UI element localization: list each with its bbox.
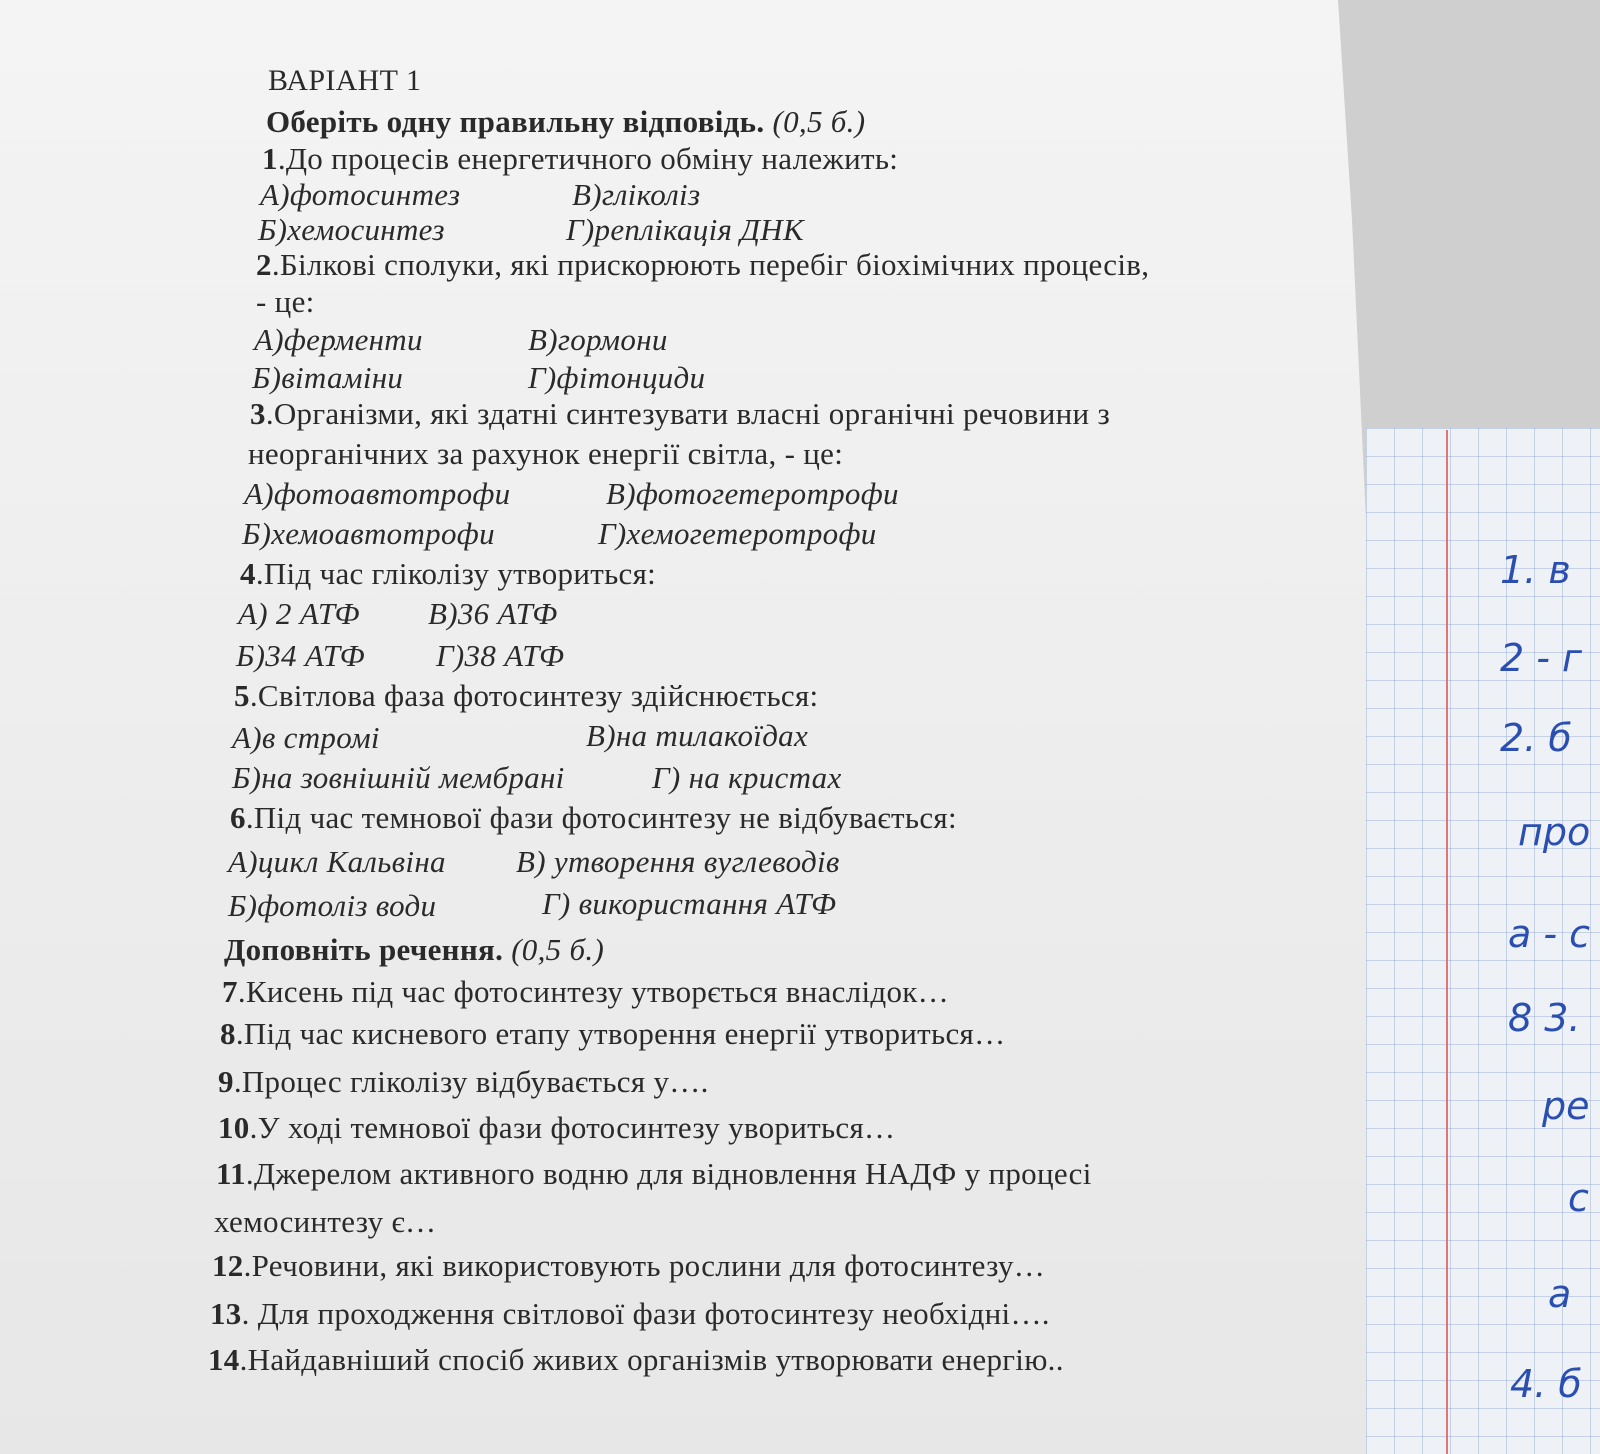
answer-option: Б)34 АТФ (236, 638, 365, 673)
answer-option: В)фотогетеротрофи (606, 476, 899, 511)
question-text (256, 247, 1149, 283)
question-number: 10 (218, 1110, 250, 1145)
question-body: .Під час гліколізу утвориться: (255, 556, 657, 591)
section-heading (224, 932, 604, 968)
question-number: 2 (256, 247, 272, 282)
answer-option: А)ферменти (254, 322, 423, 357)
question-number: 6 (230, 800, 246, 835)
question-body: .Джерелом активного водню для відновлення НАДФ у процесі (245, 1156, 1092, 1191)
question-body: .До процесів енергетичного обміну належить: (277, 141, 899, 176)
handwritten-note: 1. в (1500, 548, 1571, 592)
section-title: Оберіть одну правильну відповідь. (266, 104, 765, 139)
question-body: .Світлова фаза фотосинтезу здійснюється: (249, 678, 819, 713)
question-body: .Організми, які здатні синтезувати власні органічні речовини з (265, 396, 1110, 431)
question-text-cont: - це: (256, 284, 315, 319)
question-text (220, 1016, 1005, 1052)
answer-option: А)фотоавтотрофи (244, 476, 511, 511)
question-number: 4 (240, 556, 256, 591)
section-title: Доповніть речення. (224, 932, 504, 967)
handwritten-note: с (1568, 1176, 1589, 1220)
question-text-cont: неорганічних за рахунок енергії світла, - це: (248, 436, 844, 471)
handwritten-note: 4. б (1510, 1362, 1582, 1406)
question-number: 7 (222, 974, 238, 1009)
answer-option: Г)фітонциди (528, 360, 706, 395)
question-number: 11 (216, 1156, 246, 1191)
question-body: . Для проходження світлової фази фотосинтезу необхідні…. (241, 1296, 1050, 1331)
answer-option: Г) на кристах (652, 760, 842, 795)
question-text (230, 800, 957, 836)
question-text (250, 396, 1110, 432)
question-number: 12 (212, 1248, 244, 1283)
handwritten-note: 2 - г (1500, 636, 1583, 680)
question-body: .Найдавніший спосіб живих організмів утворювати енергію.. (239, 1342, 1064, 1377)
section-points: (0,5 б.) (772, 104, 866, 139)
answer-option: Б)хемосинтез (258, 212, 445, 247)
question-text-cont: хемосинтезу є… (214, 1204, 437, 1239)
answer-option: А)фотосинтез (260, 177, 461, 212)
question-text (218, 1064, 709, 1100)
question-body: .Кисень під час фотосинтезу утворється внаслідок… (237, 974, 949, 1009)
handwritten-note: а (1548, 1272, 1572, 1316)
question-text (216, 1156, 1092, 1192)
question-number: 14 (208, 1342, 240, 1377)
answer-option: А)в стромі (232, 720, 380, 755)
question-body: .Під час кисневого етапу утворення енергії утвориться… (235, 1016, 1006, 1051)
question-text (262, 141, 898, 177)
variant-title: ВАРІАНТ 1 (268, 64, 422, 97)
question-number: 5 (234, 678, 250, 713)
question-body: .Білкові сполуки, які прискорюють перебіг біохімічних процесів, (271, 247, 1150, 282)
answer-option: В)на тилакоїдах (586, 718, 809, 753)
question-text (210, 1296, 1050, 1332)
answer-option: В)36 АТФ (428, 596, 558, 631)
section-points: (0,5 б.) (511, 932, 605, 967)
question-body: .Під час темнової фази фотосинтезу не відбувається: (245, 800, 957, 835)
question-text (234, 678, 818, 714)
question-number: 8 (220, 1016, 236, 1051)
question-text (208, 1342, 1064, 1378)
question-number: 1 (262, 141, 278, 176)
answer-option: А) 2 АТФ (238, 596, 360, 631)
answer-option: Б)фотоліз води (228, 888, 437, 923)
question-number: 9 (218, 1064, 234, 1099)
question-body: .Речовини, які використовують рослини для фотосинтезу… (243, 1248, 1046, 1283)
answer-option: Г)реплікація ДНК (566, 212, 804, 247)
handwritten-note: ре (1542, 1084, 1590, 1128)
handwritten-note: про (1518, 810, 1591, 854)
handwritten-note: а - с (1508, 912, 1591, 956)
answer-option: А)цикл Кальвіна (228, 844, 446, 879)
answer-option: Б)вітаміни (252, 360, 404, 395)
answer-option: В)гліколіз (572, 177, 701, 212)
question-text (222, 974, 949, 1010)
answer-option: Г) використання АТФ (542, 886, 837, 921)
question-text (218, 1110, 895, 1146)
answer-option: В)гормони (528, 322, 668, 357)
question-number: 13 (210, 1296, 242, 1331)
section-heading (266, 104, 865, 140)
notebook-margin-line (1446, 430, 1448, 1454)
answer-option: В) утворення вуглеводів (516, 844, 840, 879)
question-text (212, 1248, 1045, 1284)
question-text (240, 556, 656, 592)
question-number: 3 (250, 396, 266, 431)
answer-option: Г)хемогетеротрофи (598, 516, 877, 551)
question-body: .У ході темнової фази фотосинтезу увориться… (249, 1110, 896, 1145)
answer-option: Б)на зовнішній мембрані (232, 760, 565, 795)
question-body: .Процес гліколізу відбувається у…. (233, 1064, 709, 1099)
handwritten-note: 2. б (1500, 716, 1572, 760)
answer-option: Г)38 АТФ (436, 638, 565, 673)
answer-option: Б)хемоавтотрофи (242, 516, 495, 551)
handwritten-note: 8 3. (1508, 996, 1581, 1040)
